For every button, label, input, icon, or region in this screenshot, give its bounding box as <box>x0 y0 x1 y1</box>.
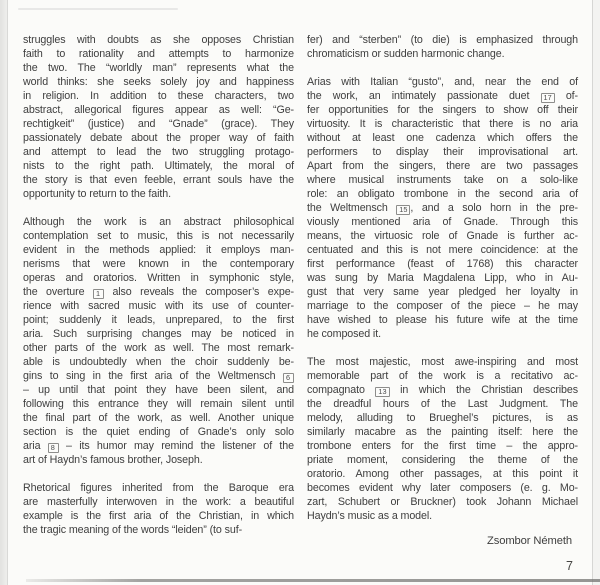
text-line: world thinks: she seeks solely joy and happiness <box>23 76 294 88</box>
paragraph <box>307 75 578 341</box>
page-number: 7 <box>566 559 573 573</box>
text-line: the two. The “worldly man” represents what the <box>23 62 294 74</box>
text-line: means, the virtuosic role of Gnade is further ac- <box>307 230 578 242</box>
text-line: virtuosity. It is characteristic that there is no aria <box>307 118 578 130</box>
paragraph <box>307 355 578 523</box>
scan-artifact <box>18 8 178 10</box>
text-line: rechtigkeit” (justice) and “Gnade” (grace). They <box>23 118 294 130</box>
track-number-box: 1 <box>93 289 104 299</box>
text-column-right <box>307 33 578 523</box>
text-line: memorable part of the work is a recitativo ac- <box>307 370 578 382</box>
text-line: Haydn’s music as a model. <box>307 510 433 522</box>
paragraph <box>307 33 578 61</box>
text-line: viously mentioned aria of Gnade. Through this <box>307 216 578 228</box>
text-line: where musical instruments take on a solo-like <box>307 174 578 186</box>
text-line: have wished to please his future wife at the time <box>307 314 578 326</box>
text-line: and attempt to lead the two struggling protago- <box>23 146 294 158</box>
text-line: the work, an intimately passionate duet 17 of- <box>307 90 578 102</box>
text-line: evident in the methods applied: it employs man- <box>23 244 294 256</box>
text-line: faith to rationality and attempts to harmonize <box>23 48 294 60</box>
text-line: performers to display their improvisational art. <box>307 146 578 158</box>
text-column-left <box>23 33 294 537</box>
author-credit: Zsombor Németh <box>486 535 572 547</box>
text-line: compagnato 13 in which the Christian describes <box>307 384 578 396</box>
text-line: nerisms that were known in the contemporary <box>23 258 294 270</box>
text-line: art of Haydn’s famous brother, Joseph. <box>23 454 203 466</box>
text-line: without at least one cadenza which offers the <box>307 132 578 144</box>
text-line: priate moment, considering the theme of the <box>307 454 578 466</box>
text-line: rience with sacred music with its use of counter- <box>23 300 294 312</box>
text-line: Although the work is an abstract philosophical <box>23 216 294 228</box>
text-line: first performance (feast of 1768) this character <box>307 258 578 270</box>
text-line: the tragic meaning of the words “leiden” (to suf- <box>23 524 243 536</box>
track-number-box: 8 <box>48 443 59 453</box>
text-line: the overture 1 also reveals the composer’s expe- <box>23 286 294 298</box>
text-line: section is the quiet ending of Gnade’s only solo <box>23 426 294 438</box>
text-line: gins to sing in the first aria of the Weltmensch 6 <box>23 369 294 383</box>
text-line: marriage to the composer of the piece – he may <box>307 300 578 312</box>
text-line: chromaticism or sudden harmonic change. <box>307 48 505 60</box>
text-line: was sung by Maria Magdalena Lipp, who in Au- <box>307 272 578 284</box>
text-line: example is the first aria of the Christian, in which <box>23 510 294 522</box>
text-line: – up until that point they have been silent, and <box>23 384 294 396</box>
text-line: melody, alluding to Brueghel’s pictures, is as <box>307 412 578 424</box>
text-line: aria. Such surprising changes may be noticed in <box>23 328 294 340</box>
scan-edge-bottom <box>26 579 600 582</box>
text-line: gust that very same year pledged her loyalty in <box>307 286 578 298</box>
scan-edge-right <box>592 0 600 585</box>
text-line: fer) and “sterben” (to die) is emphasized through <box>307 34 578 46</box>
text-line: oratorio. Among other passages, at this point it <box>307 468 578 480</box>
text-line: following this entrance they will remain silent until <box>23 398 294 410</box>
paragraph <box>23 33 294 201</box>
text-line: struggles with doubts as she opposes Christian <box>23 34 294 46</box>
text-line: operas and oratorios. Written in symphonic style, <box>23 272 294 284</box>
text-line: abstract, allegorical figures appear as well: “Ge- <box>23 104 294 116</box>
text-line: the dreadful hours of the Last Judgment. The <box>307 398 578 410</box>
track-number-box: 13 <box>375 387 389 397</box>
paragraph <box>23 481 294 537</box>
text-line: Rhetorical figures inherited from the Baroque era <box>23 482 294 494</box>
text-line: centuated and this is not mere coincidence: at the <box>307 244 578 256</box>
text-line: contemplation set to music, this is not necessarily <box>23 230 294 242</box>
text-line: the Weltmensch 15 , and a solo horn in the pre- <box>307 202 579 214</box>
text-line: the final part of the work, as well. Another unique <box>23 412 294 424</box>
text-line: the story is that even feeble, errant souls have the <box>23 174 294 186</box>
scan-edge-left <box>0 0 8 585</box>
text-line: fer opportunities for the singers to show off their <box>307 104 578 116</box>
text-line: other parts of the work as well. The most remark- <box>23 342 294 354</box>
track-number-box: 17 <box>541 93 555 103</box>
text-line: in religion. In addition to these characters, two <box>23 90 294 102</box>
track-number-box: 6 <box>283 373 294 383</box>
text-line: point; suddenly it leads, unprepared, to the first <box>23 314 294 326</box>
text-line: role: an obligato trombone in the second aria of <box>307 188 578 200</box>
text-line: Apart from the singers, there are two passages <box>307 160 578 172</box>
text-line: nists to the right path. Ultimately, the moral of <box>23 160 294 172</box>
text-line: similarly macabre as the painting itself: here the <box>307 426 578 438</box>
text-line: The most majestic, most awe-inspiring and most <box>307 356 578 368</box>
text-line: becomes evident why later composers (e. g. Mo- <box>307 482 578 494</box>
text-line: Arias with Italian “gusto”, and, near the end of <box>307 76 578 88</box>
text-line: opportunity to return to the faith. <box>23 188 171 200</box>
text-line: are masterfully interwoven in the work: a beautiful <box>23 496 294 508</box>
track-number-box: 15 <box>396 205 410 215</box>
text-line: he composed it. <box>307 328 381 340</box>
text-line: able is undoubtedly when the choir suddenly be- <box>23 356 294 368</box>
text-line: trombone enters for the first time – the appro- <box>307 440 578 452</box>
paragraph <box>23 215 294 467</box>
text-line: zart, Schubert or Bruckner) took Johann Michael <box>307 496 578 508</box>
text-line: aria 8 – its humor may remind the listener of the <box>23 440 294 452</box>
text-line: passionately debate about the proper way of faith <box>23 132 294 144</box>
